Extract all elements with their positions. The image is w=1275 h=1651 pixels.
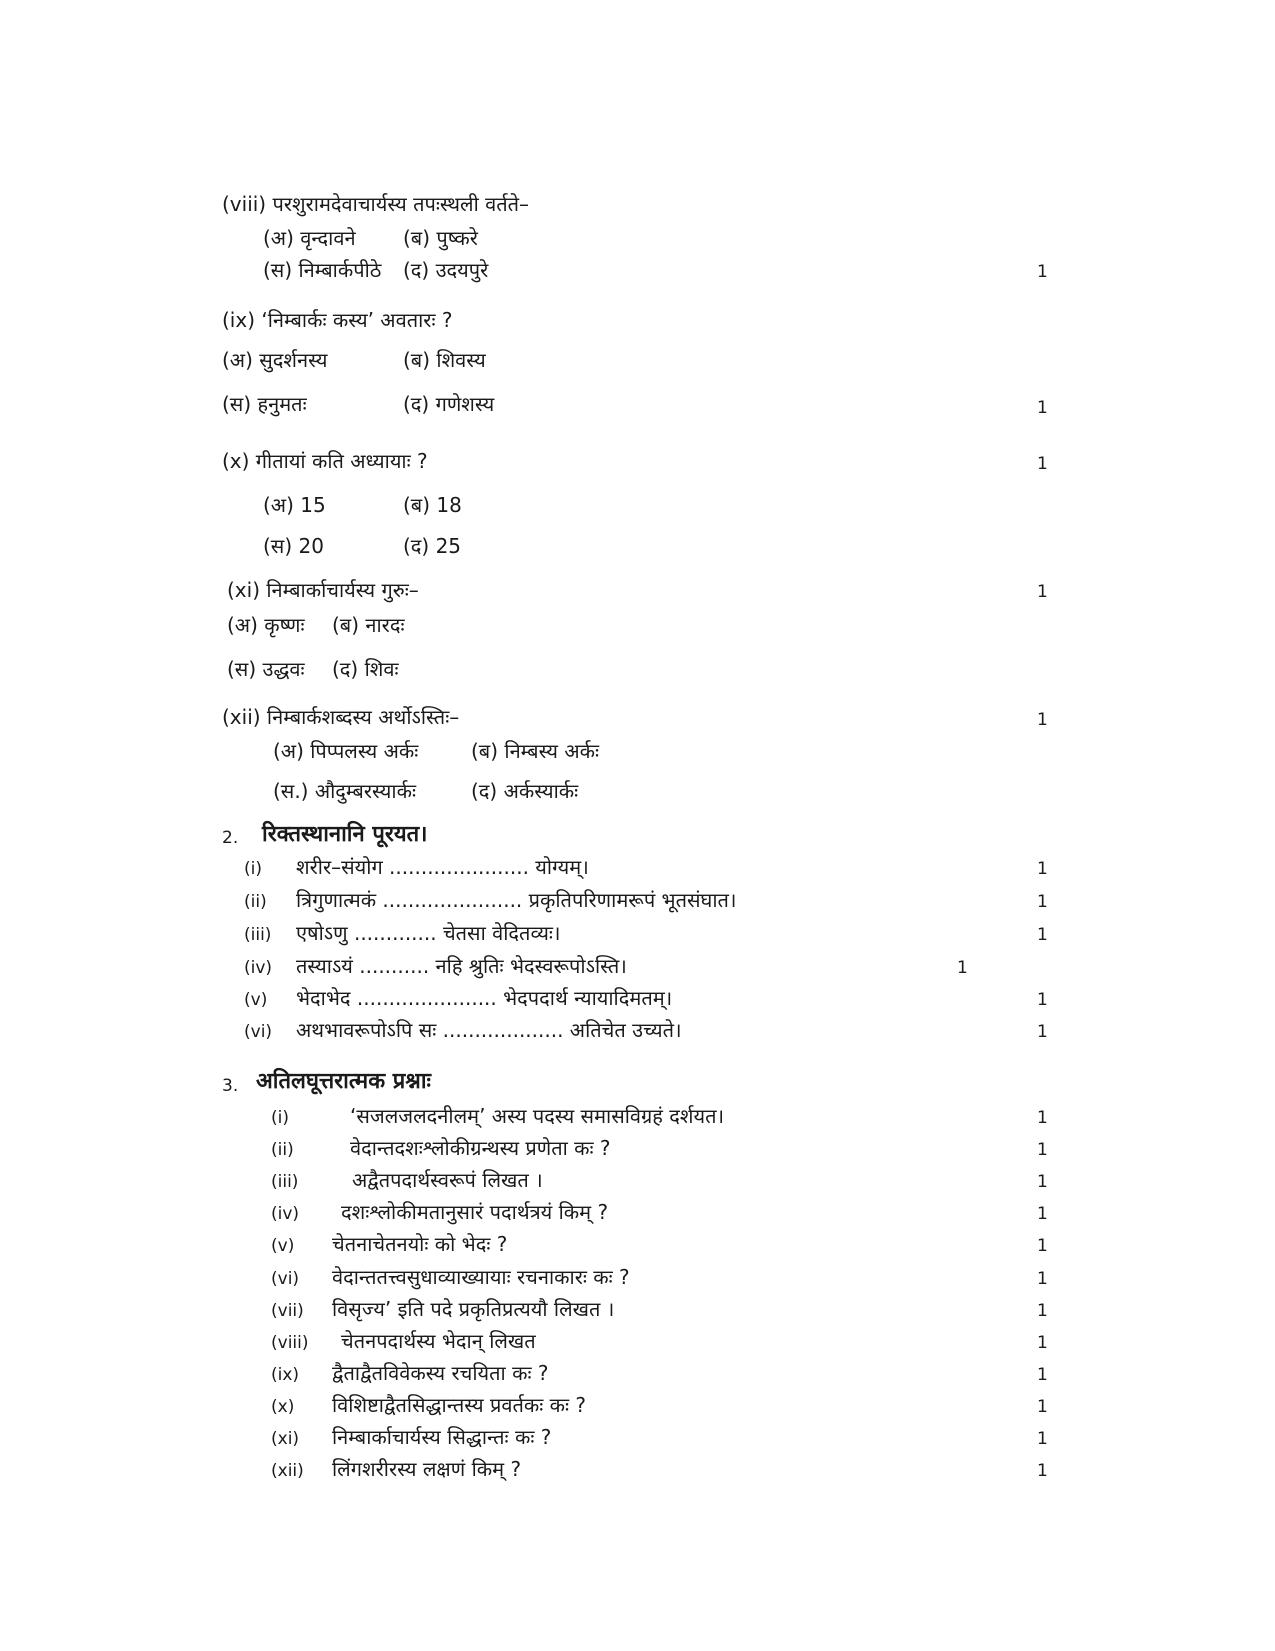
item-text: विशिष्टाद्वैतसिद्धान्तस्य प्रवर्तकः कः ? — [332, 1393, 587, 1417]
option-a: (अ) कृष्णः — [227, 613, 305, 637]
mark: 1 — [1037, 1204, 1048, 1224]
item-number: (xii) — [271, 1461, 304, 1481]
question-viii: (viii) परशुरामदेवाचार्यस्य तपःस्थली वर्तते– — [222, 192, 530, 216]
option-c: (स) उद्धवः — [227, 657, 305, 681]
option-a: (अ) सुदर्शनस्य — [222, 348, 328, 372]
item-number: (iii) — [271, 1172, 299, 1192]
item-text: द्वैताद्वैतविवेकस्य रचयिता कः ? — [332, 1361, 549, 1385]
item-number: (v) — [244, 990, 268, 1010]
mark: 1 — [1037, 1429, 1048, 1449]
mark: 1 — [1037, 990, 1048, 1010]
mark: 1 — [1037, 582, 1048, 602]
item-number: (i) — [271, 1108, 289, 1128]
option-b: (ब) निम्बस्य अर्कः — [471, 739, 600, 763]
mark: 1 — [1037, 859, 1048, 879]
question-xi: (xi) निम्बार्काचार्यस्य गुरुः– — [227, 578, 419, 602]
option-a: (अ) पिप्पलस्य अर्कः — [273, 739, 419, 763]
option-c: (स) निम्बार्कपीठे — [263, 258, 382, 282]
mark: 1 — [1037, 925, 1048, 945]
mark: 1 — [1037, 454, 1048, 474]
mark: 1 — [1037, 1333, 1048, 1353]
mark: 1 — [1037, 1140, 1048, 1160]
mark: 1 — [1037, 892, 1048, 912]
item-number: (vi) — [271, 1269, 300, 1289]
mark: 1 — [1037, 1236, 1048, 1256]
item-number: (iii) — [244, 925, 272, 945]
question-xii: (xii) निम्बार्कशब्दस्य अर्थोऽस्तिः– — [222, 705, 460, 729]
item-number: (i) — [244, 859, 262, 879]
mark: 1 — [957, 958, 968, 978]
item-text: निम्बार्काचार्यस्य सिद्धान्तः कः ? — [332, 1425, 552, 1449]
item-number: (xi) — [271, 1429, 300, 1449]
item-number: (vi) — [244, 1022, 273, 1042]
item-text: तस्याऽयं ........... नहि श्रुतिः भेदस्वरूपोऽस्ति। — [296, 954, 627, 978]
section-title: अतिलघूत्तरात्मक प्रश्नाः — [256, 1069, 431, 1094]
question-x: (x) गीतायां कति अध्यायाः ? — [222, 449, 428, 473]
option-b: (ब) पुष्करे — [403, 226, 478, 250]
mark: 1 — [1037, 1397, 1048, 1417]
item-number: (iv) — [244, 958, 273, 978]
option-c: (स.) औदुम्बरस्यार्कः — [273, 779, 416, 803]
mark: 1 — [1037, 1301, 1048, 1321]
mark: 1 — [1037, 398, 1048, 418]
mark: 1 — [1037, 1461, 1048, 1481]
item-text: त्रिगुणात्मकं ...................... प्रकृतिपरिणामरूपं भूतसंघात। — [296, 888, 737, 912]
option-c: (स) 20 — [263, 534, 324, 558]
mark: 1 — [1037, 1172, 1048, 1192]
mark: 1 — [1037, 1269, 1048, 1289]
question-ix: (ix) ‘निम्बार्कः कस्य’ अवतारः ? — [222, 308, 453, 332]
option-d: (द) शिवः — [332, 657, 399, 681]
option-d: (द) 25 — [403, 534, 462, 558]
item-text: शरीर–संयोग ...................... योग्यम्। — [296, 855, 589, 879]
item-text: दशःश्लोकीमतानुसारं पदार्थत्रयं किम् ? — [341, 1200, 609, 1224]
option-d: (द) अर्कस्यार्कः — [471, 779, 579, 803]
mark: 1 — [1037, 710, 1048, 730]
item-text: भेदाभेद ...................... भेदपदार्थ न्यायादिमतम्। — [296, 986, 673, 1010]
item-text: विसृज्य’ इति पदे प्रकृतिप्रत्ययौ लिखत । — [332, 1297, 615, 1321]
option-c: (स) हनुमतः — [222, 392, 307, 416]
mark: 1 — [1037, 1108, 1048, 1128]
item-number: (v) — [271, 1236, 295, 1256]
item-number: (x) — [271, 1397, 295, 1417]
item-text: चेतनपदार्थस्य भेदान् लिखत — [341, 1329, 536, 1353]
option-b: (ब) शिवस्य — [403, 348, 486, 372]
mark: 1 — [1037, 262, 1048, 282]
section-number: 3. — [222, 1076, 239, 1096]
mark: 1 — [1037, 1365, 1048, 1385]
item-text: ‘सजलजलदनीलम्’ अस्य पदस्य समासविग्रहं दर्शयत। — [350, 1104, 725, 1128]
item-text: अद्वैतपदार्थस्वरूपं लिखत । — [352, 1168, 543, 1192]
item-text: लिंगशरीरस्य लक्षणं किम् ? — [332, 1457, 522, 1481]
item-text: वेदान्तदशःश्लोकीग्रन्थस्य प्रणेता कः ? — [350, 1136, 611, 1160]
item-number: (viii) — [271, 1333, 309, 1353]
option-a: (अ) 15 — [263, 493, 326, 517]
option-d: (द) उदयपुरे — [403, 258, 489, 282]
mark: 1 — [1037, 1022, 1048, 1042]
item-number: (ii) — [244, 892, 267, 912]
section-title: रिक्तस्थानानि पूरयत। — [262, 822, 428, 847]
item-number: (iv) — [271, 1204, 300, 1224]
item-text: अथभावरूपोऽपि सः ................... अतिचेत उच्यते। — [296, 1018, 682, 1042]
option-b: (ब) नारदः — [332, 613, 405, 637]
option-b: (ब) 18 — [403, 493, 462, 517]
option-d: (द) गणेशस्य — [403, 392, 495, 416]
item-number: (ii) — [271, 1140, 294, 1160]
item-text: एषोऽणु ............. चेतसा वेदितव्यः। — [296, 921, 561, 945]
item-text: चेतनाचेतनयोः को भेदः ? — [332, 1232, 508, 1256]
option-a: (अ) वृन्दावने — [263, 226, 356, 250]
item-number: (vii) — [271, 1301, 304, 1321]
section-number: 2. — [222, 828, 239, 848]
item-text: वेदान्ततत्त्वसुधाव्याख्यायाः रचनाकारः कः ? — [332, 1265, 630, 1289]
item-number: (ix) — [271, 1365, 300, 1385]
